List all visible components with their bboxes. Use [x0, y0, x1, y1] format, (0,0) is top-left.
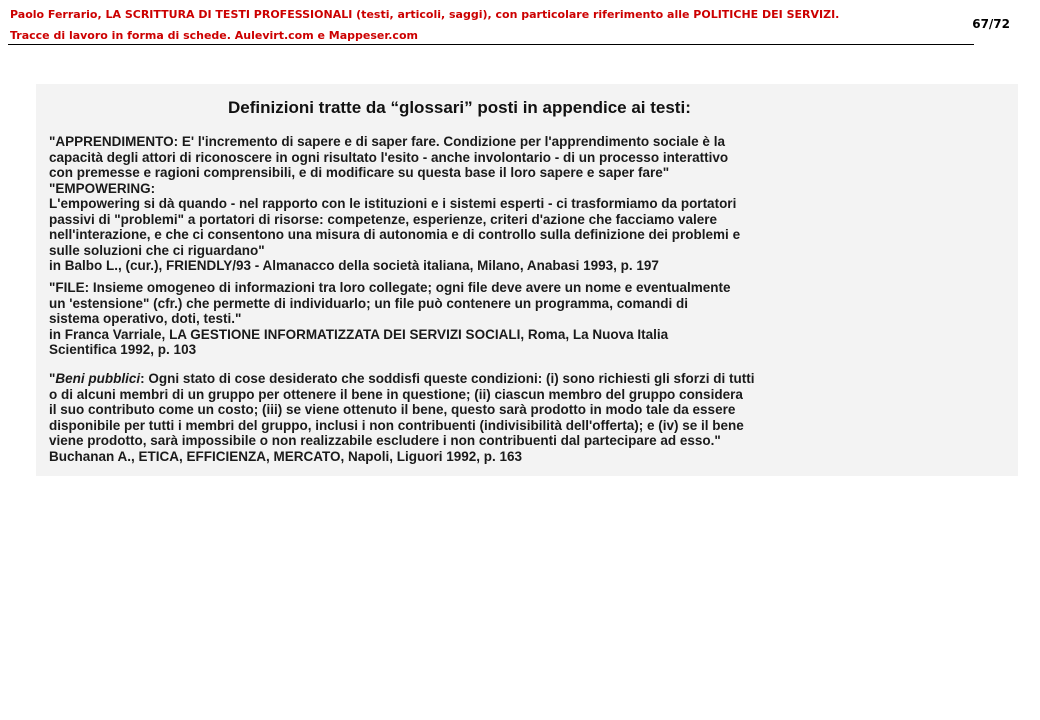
text-line: disponibile per tutti i membri del gruppo, inclusi i non contribuenti (indivisibilità dell'offerta); e (iv) se il bene — [49, 417, 744, 433]
scan-title: Definizioni tratte da “glossari” posti in appendice ai testi: — [228, 98, 691, 117]
text-line: L'empowering si dà quando - nel rapporto con le istituzioni e i sistemi esperti - ci trasformiamo da portatori — [49, 196, 737, 211]
text-line: con premesse e ragioni comprensibili, e di modificare su questa base il loro sapere e saper fare" — [49, 165, 670, 180]
text-line: il suo contributo come un costo; (iii) se viene ottenuto il bene, questo sarà prodotto in modo tale da essere — [49, 402, 736, 417]
entry-file — [49, 280, 1009, 358]
page-number: 67/72 — [972, 17, 1010, 31]
text-line: sulle soluzioni che ci riguardano" — [49, 242, 265, 258]
text-line — [49, 371, 1009, 387]
citation-line: Scientifica 1992, p. 103 — [49, 342, 197, 357]
header-subtitle: Tracce di lavoro in forma di schede. Aulevirt.com e Mappeser.com — [10, 29, 418, 42]
header-divider — [8, 44, 974, 45]
citation-line: in Balbo L., (cur.), FRIENDLY/93 - Almanacco della società italiana, Milano, Anabasi 1993, p. 197 — [49, 258, 659, 273]
text-line: sistema operativo, doti, testi." — [49, 311, 242, 326]
text-line: o di alcuni membri di un gruppo per ottenere il bene in questione; (ii) ciascun membro del gruppo considera — [49, 386, 743, 402]
text-line: viene prodotto, sarà impossibile o non realizzabile escludere i non contribuenti dal partecipare ad esso." — [49, 433, 721, 448]
entry-apprendimento-empowering — [49, 134, 1009, 274]
scanned-document-image — [36, 84, 1018, 476]
citation-line: Buchanan A., ETICA, EFFICIENZA, MERCATO, Napoli, Liguori 1992, p. 163 — [49, 448, 523, 464]
text-line: "APPRENDIMENTO: E' l'incremento di sapere e di saper fare. Condizione per l'apprendimento sociale è la — [49, 134, 725, 149]
text-line: "EMPOWERING: — [49, 180, 156, 196]
text-line: "FILE: Insieme omogeneo di informazioni tra loro collegate; ogni file deve avere un nome e eventualmente — [49, 280, 731, 295]
entry-beni-pubblici — [49, 371, 1009, 464]
text-line: capacità degli attori di riconoscere in ogni risultato l'esito - anche involontario - di un processo interattivo — [49, 149, 729, 165]
definition-start: : Ogni stato di cose desiderato che soddisfi queste condizioni: (i) sono richiesti gli sforzi di tutti — [140, 371, 755, 386]
text-line: passivi di "problemi" a portatori di risorse: competenze, esperienze, criteri d'azione che facciamo valere — [49, 211, 717, 227]
header-title: Paolo Ferrario, LA SCRITTURA DI TESTI PROFESSIONALI (testi, articoli, saggi), con particolare riferimento alle POLITICHE DEI SERVIZI. — [10, 8, 840, 21]
open-quote: " — [49, 371, 56, 386]
term-beni-pubblici: Beni pubblici — [55, 371, 141, 386]
text-line: nell'interazione, e che ci consentono una misura di autonomia e di controllo sulla definizione dei problemi e — [49, 227, 741, 242]
citation-line: in Franca Varriale, LA GESTIONE INFORMATIZZATA DEI SERVIZI SOCIALI, Roma, La Nuova Italia — [49, 326, 669, 342]
text-line: un 'estensione" (cfr.) che permette di individuarlo; un file può contenere un programma, comandi di — [49, 295, 688, 311]
